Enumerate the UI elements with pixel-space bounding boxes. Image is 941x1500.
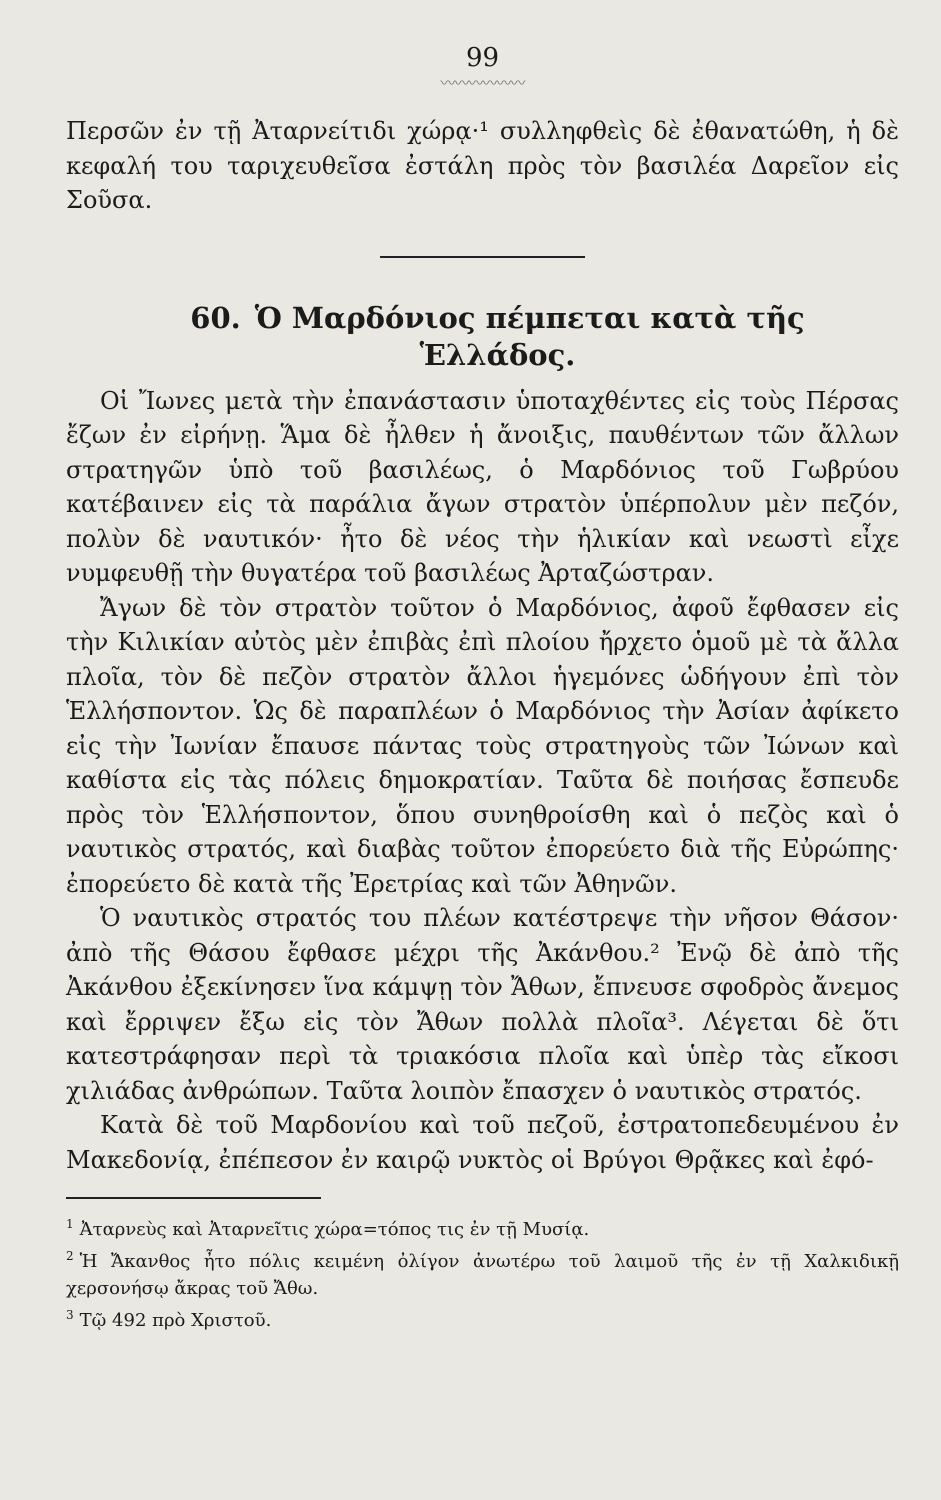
footnote-marker: 1: [66, 1217, 74, 1231]
chapter-title-line2: Ἑλλάδος.: [419, 337, 576, 372]
ornament-divider: 〰〰〰〰〰〰: [440, 74, 525, 92]
body-paragraph-4: Κατὰ δὲ τοῦ Μαρδονίου καὶ τοῦ πεζοῦ, ἐστρατοπεδευμένου ἐν Μακεδονίᾳ, ἐπέπεσον ἐν καιρῷ νυκτὸς οἱ Βρύγοι Θρᾷκες καὶ ἐφό-: [66, 1111, 899, 1174]
body-paragraph-2: Ἄγων δὲ τὸν στρατὸν τοῦτον ὁ Μαρδόνιος, ἀφοῦ ἔφθασεν εἰς τὴν Κιλικίαν αὐτὸς μὲν ἐπιβὰς ἐπὶ πλοίου ἤρχετο ὁμοῦ μὲ τὰ ἄλλα πλοῖα, τὸν δὲ πεζὸν στρατὸν ἄλλοι ἡγεμόνες ὡδήγουν ἐπὶ τὸν Ἑλλήσποντον. Ὡς δὲ παραπλέων ὁ Μαρδόνιος τὴν Ἀσίαν ἀφίκετο εἰς τὴν Ἰωνίαν ἔπαυσε πάντας τοὺς στρατηγοὺς τῶν Ἰώνων καὶ καθίστα εἰς τὰς πόλεις δημοκρατίαν. Ταῦτα δὲ ποιήσας ἔσπευδε πρὸς τὸν Ἑλλήσποντον, ὅπου συνηθροίσθη καὶ ὁ πεζὸς καὶ ὁ ναυτικὸς στρατός, καὶ διαβὰς τοῦτον ἐπορεύετο διὰ τῆς Εὐρώπης· ἐπορεύετο δὲ κατὰ τῆς Ἐρετρίας καὶ τῶν Ἀθηνῶν.: [66, 593, 899, 898]
chapter-number: 60.: [190, 300, 241, 335]
page-number: 99: [465, 43, 500, 73]
chapter-title-line1: Ὁ Μαρδόνιος πέμπεται κατὰ τῆς: [254, 300, 805, 335]
footnote-1: [66, 1211, 899, 1243]
footnote-marker: 3: [66, 1308, 74, 1322]
body-paragraph-3: Ὁ ναυτικὸς στρατός του πλέων κατέστρεψε τὴν νῆσον Θάσον· ἀπὸ τῆς Θάσου ἔφθασε μέχρι τῆς Ἀκάνθου.² Ἐνῷ δὲ ἀπὸ τῆς Ἀκάνθου ἐξεκίνησεν ἵνα κάμψῃ τὸν Ἄθων, ἔπνευσε σφοδρὸς ἄνεμος καὶ ἔρριψεν ἔξω εἰς τὸν Ἄθων πολλὰ πλοῖα³. Λέγεται δὲ ὅτι κατεστράφησαν περὶ τὰ τριακόσια πλοῖα καὶ ὑπὲρ τὰς εἴκοσι χιλιάδας ἀνθρώπων. Ταῦτα λοιπὸν ἔπασχεν ὁ ναυτικὸς στρατός.: [66, 904, 899, 1105]
footnote-3: [66, 1302, 899, 1334]
intro-paragraph: Περσῶν ἐν τῇ Ἀταρνείτιδι χώρᾳ·¹ συλληφθεὶς δὲ ἐθανατώθη, ἡ δὲ κεφαλή του ταριχευθεῖσα ἐστάλη πρὸς τὸν βασιλέα Δαρεῖον εἰς Σοῦσα.: [66, 117, 899, 214]
footnote-text: Ἡ Ἄκανθος ἦτο πόλις κειμένη ὀλίγον ἀνωτέρω τοῦ λαιμοῦ τῆς ἐν τῇ Χαλκιδικῇ χερσονήσῳ ἄκρας τοῦ Ἄθω.: [66, 1251, 899, 1299]
footnote-rule: [66, 1197, 321, 1199]
footnote-marker: 2: [66, 1249, 74, 1263]
footnote-text: Ἀταρνεὺς καὶ Ἀταρνεῖτις χώρα=τόπος τις ἐν τῇ Μυσίᾳ.: [79, 1219, 590, 1240]
body-paragraph-1: Οἱ Ἴωνες μετὰ τὴν ἐπανάστασιν ὑποταχθέντες εἰς τοὺς Πέρσας ἔζων ἐν εἰρήνῃ. Ἅμα δὲ ἦλθεν ἡ ἄνοιξις, παυθέντων τῶν ἄλλων στρατηγῶν ὑπὸ τοῦ βασιλέως, ὁ Μαρδόνιος τοῦ Γωβρύου κατέβαινεν εἰς τὰ παράλια ἄγων στρατὸν ὑπέρπολυν μὲν πεζόν, πολὺν δὲ ναυτικόν· ἦτο δὲ νέος τὴν ἡλικίαν καὶ νεωστὶ εἶχε νυμφευθῇ τὴν θυγατέρα τοῦ βασιλέως Ἀρταζώστραν.: [66, 386, 899, 587]
footnote-text: Τῷ 492 πρὸ Χριστοῦ.: [79, 1310, 272, 1331]
section-rule: [380, 256, 585, 258]
chapter-heading: [66, 300, 899, 374]
footnote-2: [66, 1243, 899, 1302]
